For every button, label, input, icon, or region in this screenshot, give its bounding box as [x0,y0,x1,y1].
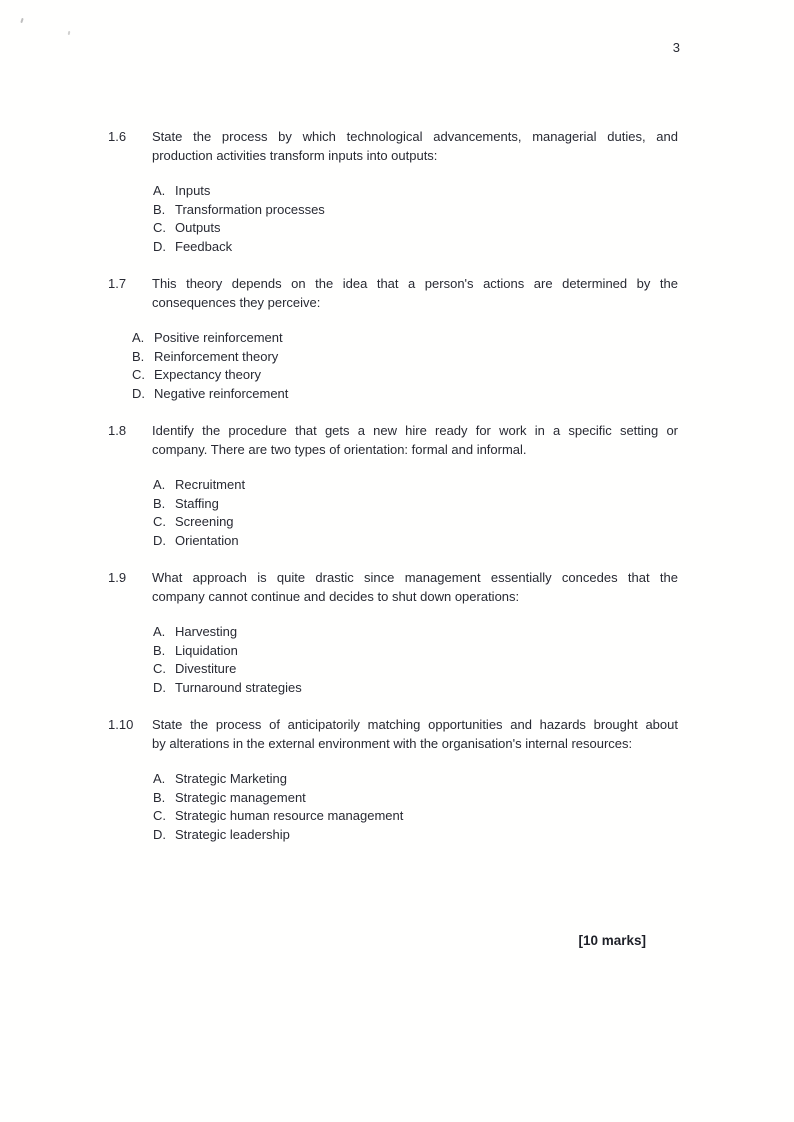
option-letter: D. [132,385,145,401]
question-line: What approach is quite drastic since management essentially concedes that the [152,570,678,585]
question-line: production activities transform inputs into outputs: [152,148,438,163]
option-letter: C. [153,220,166,235]
question-line: State the process by which technological advancements, managerial duties, and [152,129,678,144]
option-row [153,513,678,532]
question-text [152,421,678,459]
options-list [153,476,678,550]
option-row [153,182,678,201]
option-letter: C. [153,808,166,823]
option-text: Harvesting [175,624,238,639]
option-row [153,219,678,238]
option-text: Divestiture [175,661,237,676]
option-text: Negative reinforcement [154,385,289,401]
option-letter: C. [153,661,166,676]
question-line: consequences they perceive: [152,295,321,310]
question-line: company. There are two types of orientation: formal and informal. [152,442,527,457]
options-list [153,770,678,844]
option-letter: B. [153,789,166,805]
options-list [153,182,678,256]
option-text: Feedback [175,238,233,254]
option-letter: D. [153,532,166,548]
option-text: Outputs [175,220,221,235]
option-row [132,385,678,404]
option-text: Staffing [175,495,219,511]
option-row [153,495,678,514]
option-row [153,201,678,220]
option-letter: A. [132,330,145,345]
option-row [132,366,678,385]
question-list [108,127,678,862]
question-line: company cannot continue and decides to shut down operations: [152,589,520,604]
option-text: Strategic Marketing [175,771,287,786]
option-text: Recruitment [175,477,246,492]
option-row [153,642,678,661]
question-text [152,274,678,312]
option-row [153,238,678,257]
option-text: Positive reinforcement [154,330,283,345]
option-row [153,660,678,679]
question-text [152,568,678,606]
question-number: 1.7 [108,276,127,291]
question-1-8 [108,421,678,550]
option-row [153,476,678,495]
question-number: 1.6 [108,129,127,144]
question-line: State the process of anticipatorily matching opportunities and hazards brought about [152,717,678,732]
question-1-10 [108,715,678,844]
option-text: Screening [175,514,234,529]
question-1-7 [108,274,678,403]
question-text [152,715,678,753]
question-row [108,715,678,753]
option-letter: B. [153,201,166,217]
question-line: by alterations in the external environment with the organisation's internal resources: [152,736,633,751]
option-letter: B. [132,348,145,364]
option-row [153,679,678,698]
option-row [153,532,678,551]
option-text: Transformation processes [175,201,325,217]
scan-speck [20,18,23,23]
option-letter: C. [153,514,166,529]
marks-total: [10 marks] [578,933,646,948]
question-line: This theory depends on the idea that a person's actions are determined by the [152,276,678,291]
question-row [108,274,678,312]
option-letter: B. [153,642,166,658]
question-number: 1.10 [108,717,134,732]
option-row [153,807,678,826]
option-text: Orientation [175,532,239,548]
option-text: Strategic leadership [175,826,290,842]
question-number: 1.9 [108,570,127,585]
option-text: Reinforcement theory [154,348,279,364]
option-text: Turnaround strategies [175,679,302,695]
option-row [153,789,678,808]
scan-speck [68,31,71,35]
question-1-9 [108,568,678,697]
option-letter: A. [153,183,166,198]
option-letter: D. [153,826,166,842]
option-row [153,770,678,789]
option-text: Liquidation [175,642,238,658]
question-row [108,568,678,606]
options-list [153,623,678,697]
option-row [132,329,678,348]
option-text: Inputs [175,183,211,198]
option-text: Strategic human resource management [175,808,404,823]
question-row [108,127,678,165]
option-letter: A. [153,771,166,786]
question-number: 1.8 [108,423,127,438]
option-letter: C. [132,367,145,382]
option-row [153,623,678,642]
page-number: 3 [672,40,680,55]
option-letter: D. [153,679,166,695]
option-row [153,826,678,845]
question-text [152,127,678,165]
option-row [132,348,678,367]
question-1-6 [108,127,678,256]
question-line: Identify the procedure that gets a new hire ready for work in a specific setting or [152,423,678,438]
question-row [108,421,678,459]
option-letter: A. [153,624,166,639]
option-letter: D. [153,238,166,254]
option-letter: A. [153,477,166,492]
option-text: Strategic management [175,789,306,805]
option-letter: B. [153,495,166,511]
option-text: Expectancy theory [154,367,261,382]
options-list [132,329,678,403]
